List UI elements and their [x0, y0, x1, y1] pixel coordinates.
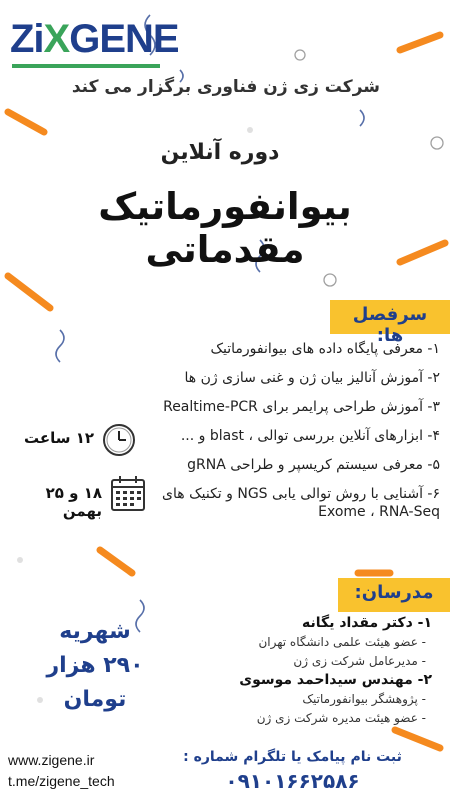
syllabus-item: ۴- ابزارهای آنلاین بررسی توالی ، blast و ...: [180, 428, 440, 444]
teacher-role: - عضو هیئت علمی دانشگاه تهران: [258, 635, 426, 649]
teacher-role: - پژوهشگر بیوانفورماتیک: [302, 692, 426, 706]
dates-text: ۱۸ و ۲۵ بهمن: [45, 484, 102, 520]
teacher-role: - مدیرعامل شرکت زی ژن: [293, 654, 426, 668]
syllabus-item: ۶- آشنایی با روش توالی یابی NGS و تکنیک های Exome ، RNA-Seq: [162, 486, 440, 520]
dates-info: [14, 474, 138, 520]
tuition-label: شهریه: [59, 619, 131, 644]
logo-text-left: Zi: [10, 17, 44, 61]
logo-underline: [12, 64, 160, 68]
course-title: بیوانفورماتیک مقدماتی: [98, 185, 352, 271]
teachers-heading: مدرسان:: [338, 578, 450, 612]
phone-number[interactable]: ۰۹۱۰۱۶۶۲۵۸۶: [225, 769, 360, 793]
syllabus-item: ۳- آموزش طراحی پرایمر برای Realtime-PCR: [163, 399, 440, 415]
organizer-line: شرکت زی ژن فناوری برگزار می کند: [71, 77, 380, 97]
syllabus-item: ۲- آموزش آنالیز بیان ژن و غنی سازی ژن ها: [184, 370, 440, 386]
zigene-logo: [10, 14, 179, 64]
duration-text: ۱۲ ساعت: [23, 429, 94, 447]
telegram-link[interactable]: t.me/zigene_tech: [8, 773, 115, 789]
clock-icon: [102, 423, 136, 457]
syllabus-item: ۱- معرفی پایگاه داده های بیوانفورماتیک: [210, 341, 440, 357]
tuition-box: [20, 615, 170, 717]
teacher-name: ۲- مهندس سیداحمد موسوی: [239, 672, 432, 688]
registration-info: [150, 746, 435, 794]
calendar-icon: [110, 474, 146, 512]
tuition-amount: ۲۹۰ هزار تومان: [46, 653, 144, 712]
teacher-role: - عضو هیئت مدیره شرکت زی ژن: [256, 711, 426, 725]
syllabus-list: [140, 340, 440, 532]
syllabus-heading: سرفصل ها:: [330, 300, 450, 334]
duration-info: [14, 423, 134, 457]
teachers-list: [200, 614, 432, 728]
course-type: دوره آنلاین: [160, 140, 280, 165]
logo-x: X: [43, 17, 70, 61]
syllabus-item: ۵- معرفی سیستم کریسپر و طراحی gRNA: [187, 457, 440, 473]
teacher-name: ۱- دکتر مقداد یگانه: [302, 615, 432, 631]
website-link[interactable]: www.zigene.ir: [8, 752, 95, 768]
register-label: ثبت نام پیامک یا تلگرام شماره :: [183, 749, 402, 765]
logo-text-right: GENE: [69, 17, 179, 61]
